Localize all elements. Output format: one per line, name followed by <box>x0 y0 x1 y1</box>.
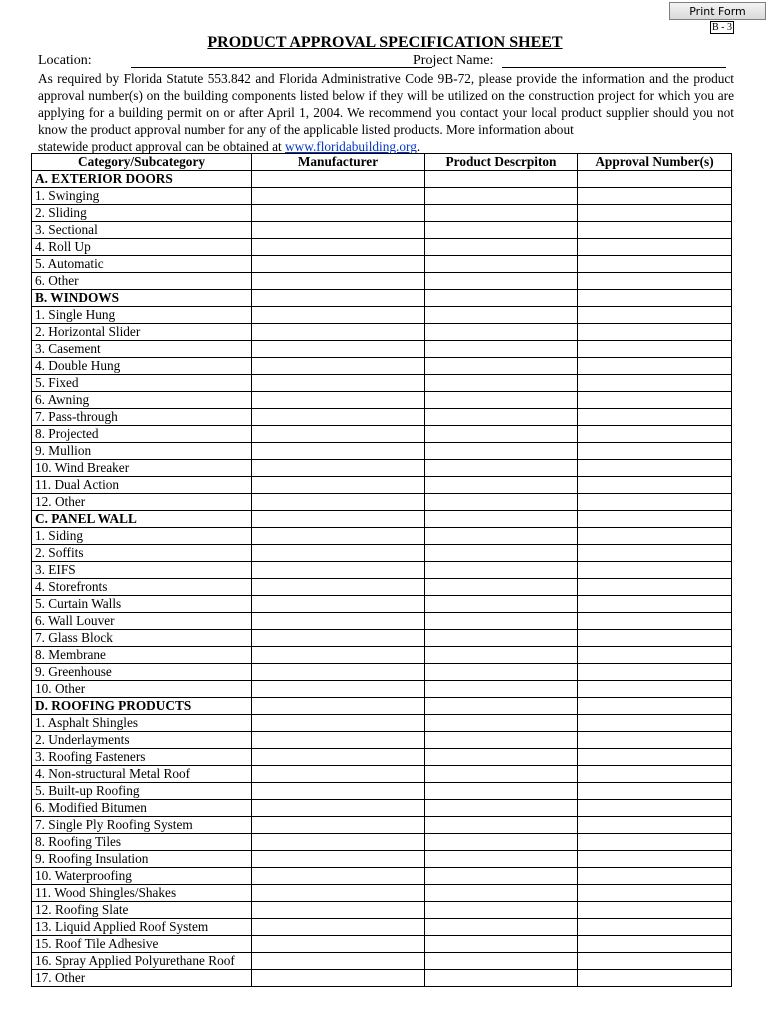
approval-number-cell[interactable] <box>578 970 732 987</box>
table-row <box>32 766 732 783</box>
subcategory-label: 12. Roofing Slate <box>32 902 252 919</box>
manufacturer-cell[interactable] <box>252 188 425 205</box>
subcategory-label: 9. Roofing Insulation <box>32 851 252 868</box>
table-row <box>32 902 732 919</box>
product-description-cell[interactable] <box>425 205 578 222</box>
subcategory-label: 5. Built-up Roofing <box>32 783 252 800</box>
approval-number-cell[interactable] <box>578 324 732 341</box>
product-description-cell[interactable] <box>425 834 578 851</box>
print-form-button[interactable]: Print Form <box>669 2 766 20</box>
approval-number-cell[interactable] <box>578 647 732 664</box>
approval-number-cell[interactable] <box>578 749 732 766</box>
product-description-cell[interactable] <box>425 732 578 749</box>
product-description-cell[interactable] <box>425 579 578 596</box>
manufacturer-cell[interactable] <box>252 341 425 358</box>
subcategory-label: 9. Mullion <box>32 443 252 460</box>
product-description-cell[interactable] <box>425 698 578 715</box>
manufacturer-cell[interactable] <box>252 613 425 630</box>
section-title: A. EXTERIOR DOORS <box>32 171 252 188</box>
subcategory-label: 15. Roof Tile Adhesive <box>32 936 252 953</box>
manufacturer-cell[interactable] <box>252 681 425 698</box>
approval-number-cell[interactable] <box>578 766 732 783</box>
approval-number-cell[interactable] <box>578 341 732 358</box>
subcategory-label: 10. Other <box>32 681 252 698</box>
table-row <box>32 256 732 273</box>
table-row <box>32 409 732 426</box>
subcategory-label: 7. Pass-through <box>32 409 252 426</box>
table-row <box>32 426 732 443</box>
product-description-cell[interactable] <box>425 681 578 698</box>
manufacturer-cell[interactable] <box>252 732 425 749</box>
manufacturer-cell[interactable] <box>252 477 425 494</box>
table-row <box>32 970 732 987</box>
subcategory-label: 17. Other <box>32 970 252 987</box>
subcategory-label: 8. Projected <box>32 426 252 443</box>
product-description-cell[interactable] <box>425 256 578 273</box>
product-description-cell[interactable] <box>425 545 578 562</box>
product-description-cell[interactable] <box>425 460 578 477</box>
approval-number-cell[interactable] <box>578 375 732 392</box>
subcategory-label: 12. Other <box>32 494 252 511</box>
subcategory-label: 10. Waterproofing <box>32 868 252 885</box>
approval-number-cell[interactable] <box>578 528 732 545</box>
product-description-cell[interactable] <box>425 171 578 188</box>
location-field[interactable] <box>131 67 432 68</box>
subcategory-label: 1. Siding <box>32 528 252 545</box>
manufacturer-cell[interactable] <box>252 766 425 783</box>
manufacturer-cell[interactable] <box>252 494 425 511</box>
product-description-cell[interactable] <box>425 426 578 443</box>
subcategory-label: 5. Automatic <box>32 256 252 273</box>
subcategory-label: 5. Fixed <box>32 375 252 392</box>
manufacturer-cell[interactable] <box>252 443 425 460</box>
subcategory-label: 7. Single Ply Roofing System <box>32 817 252 834</box>
subcategory-label: 2. Soffits <box>32 545 252 562</box>
manufacturer-cell[interactable] <box>252 290 425 307</box>
subcategory-label: 2. Horizontal Slider <box>32 324 252 341</box>
table-row <box>32 477 732 494</box>
product-description-cell[interactable] <box>425 307 578 324</box>
product-description-cell[interactable] <box>425 494 578 511</box>
product-description-cell[interactable] <box>425 783 578 800</box>
table-row <box>32 800 732 817</box>
product-description-cell[interactable] <box>425 885 578 902</box>
section-row <box>32 290 732 307</box>
table-row <box>32 205 732 222</box>
subcategory-label: 6. Awning <box>32 392 252 409</box>
product-description-cell[interactable] <box>425 800 578 817</box>
subcategory-label: 11. Dual Action <box>32 477 252 494</box>
table-row <box>32 579 732 596</box>
instructions-link-prefix: statewide product approval can be obtained at <box>38 139 286 154</box>
table-row <box>32 222 732 239</box>
table-row <box>32 732 732 749</box>
product-description-cell[interactable] <box>425 222 578 239</box>
approval-number-cell[interactable] <box>578 392 732 409</box>
subcategory-label: 3. Sectional <box>32 222 252 239</box>
product-description-cell[interactable] <box>425 409 578 426</box>
table-row <box>32 494 732 511</box>
subcategory-label: 3. Roofing Fasteners <box>32 749 252 766</box>
manufacturer-cell[interactable] <box>252 800 425 817</box>
manufacturer-cell[interactable] <box>252 715 425 732</box>
manufacturer-cell[interactable] <box>252 273 425 290</box>
table-row <box>32 919 732 936</box>
approval-number-cell[interactable] <box>578 290 732 307</box>
manufacturer-cell[interactable] <box>252 902 425 919</box>
subcategory-label: 4. Double Hung <box>32 358 252 375</box>
approval-number-cell[interactable] <box>578 732 732 749</box>
product-description-cell[interactable] <box>425 936 578 953</box>
product-description-cell[interactable] <box>425 647 578 664</box>
approval-number-cell[interactable] <box>578 613 732 630</box>
manufacturer-cell[interactable] <box>252 936 425 953</box>
manufacturer-cell[interactable] <box>252 392 425 409</box>
product-description-cell[interactable] <box>425 324 578 341</box>
subcategory-label: 4. Non-structural Metal Roof <box>32 766 252 783</box>
approval-number-cell[interactable] <box>578 681 732 698</box>
manufacturer-cell[interactable] <box>252 834 425 851</box>
section-row <box>32 511 732 528</box>
manufacturer-cell[interactable] <box>252 970 425 987</box>
product-description-cell[interactable] <box>425 851 578 868</box>
approval-number-cell[interactable] <box>578 800 732 817</box>
product-description-cell[interactable] <box>425 970 578 987</box>
subcategory-label: 7. Glass Block <box>32 630 252 647</box>
subcategory-label: 2. Sliding <box>32 205 252 222</box>
table-row <box>32 528 732 545</box>
manufacturer-cell[interactable] <box>252 783 425 800</box>
product-description-cell[interactable] <box>425 630 578 647</box>
approval-number-cell[interactable] <box>578 698 732 715</box>
product-description-cell[interactable] <box>425 290 578 307</box>
product-description-cell[interactable] <box>425 596 578 613</box>
table-row <box>32 834 732 851</box>
manufacturer-cell[interactable] <box>252 375 425 392</box>
product-description-cell[interactable] <box>425 919 578 936</box>
approval-number-cell[interactable] <box>578 545 732 562</box>
table-row <box>32 375 732 392</box>
manufacturer-cell[interactable] <box>252 630 425 647</box>
table-row <box>32 885 732 902</box>
product-description-cell[interactable] <box>425 443 578 460</box>
header-manufacturer: Manufacturer <box>252 154 425 171</box>
subcategory-label: 3. EIFS <box>32 562 252 579</box>
table-row <box>32 715 732 732</box>
manufacturer-cell[interactable] <box>252 171 425 188</box>
manufacturer-cell[interactable] <box>252 596 425 613</box>
table-row <box>32 851 732 868</box>
manufacturer-cell[interactable] <box>252 868 425 885</box>
approval-number-cell[interactable] <box>578 460 732 477</box>
instructions-text: As required by Florida Statute 553.842 and Florida Administrative Code 9B-72, please provide the information and the product approval number(s) on the building components listed below if they will be utilized on the construction project for which you are applying for a building permit on or after April 1, 2004. We recommend you contact your local product supplier should you not know the product approval number for any of the applicable listed products. More information about <box>38 71 734 137</box>
subcategory-label: 13. Liquid Applied Roof System <box>32 919 252 936</box>
product-description-cell[interactable] <box>425 749 578 766</box>
header-product-description: Product Descrpiton <box>425 154 578 171</box>
header-category: Category/Subcategory <box>32 154 252 171</box>
table-row <box>32 545 732 562</box>
product-description-cell[interactable] <box>425 375 578 392</box>
manufacturer-cell[interactable] <box>252 239 425 256</box>
project-name-field[interactable] <box>502 67 726 68</box>
manufacturer-cell[interactable] <box>252 358 425 375</box>
approval-number-cell[interactable] <box>578 256 732 273</box>
manufacturer-cell[interactable] <box>252 545 425 562</box>
manufacturer-cell[interactable] <box>252 528 425 545</box>
manufacturer-cell[interactable] <box>252 749 425 766</box>
manufacturer-cell[interactable] <box>252 919 425 936</box>
manufacturer-cell[interactable] <box>252 511 425 528</box>
subcategory-label: 1. Asphalt Shingles <box>32 715 252 732</box>
floridabuilding-link[interactable]: www.floridabuilding.org <box>285 139 417 154</box>
section-row <box>32 698 732 715</box>
approval-number-cell[interactable] <box>578 494 732 511</box>
approval-number-cell[interactable] <box>578 953 732 970</box>
product-description-cell[interactable] <box>425 766 578 783</box>
approval-number-cell[interactable] <box>578 715 732 732</box>
approval-number-cell[interactable] <box>578 188 732 205</box>
product-description-cell[interactable] <box>425 511 578 528</box>
location-label: Location: <box>38 53 92 68</box>
approval-number-cell[interactable] <box>578 919 732 936</box>
product-approval-table <box>31 153 732 987</box>
product-description-cell[interactable] <box>425 902 578 919</box>
header-approval-numbers: Approval Number(s) <box>578 154 732 171</box>
approval-number-cell[interactable] <box>578 239 732 256</box>
approval-number-cell[interactable] <box>578 273 732 290</box>
table-row <box>32 749 732 766</box>
approval-number-cell[interactable] <box>578 358 732 375</box>
subcategory-label: 1. Swinging <box>32 188 252 205</box>
product-description-cell[interactable] <box>425 817 578 834</box>
product-description-cell[interactable] <box>425 953 578 970</box>
manufacturer-cell[interactable] <box>252 307 425 324</box>
form-code: B - 3 <box>712 22 732 33</box>
approval-number-cell[interactable] <box>578 205 732 222</box>
table-row <box>32 817 732 834</box>
instructions-last-line <box>38 139 420 154</box>
subcategory-label: 4. Storefronts <box>32 579 252 596</box>
approval-number-cell[interactable] <box>578 477 732 494</box>
manufacturer-cell[interactable] <box>252 205 425 222</box>
subcategory-label: 3. Casement <box>32 341 252 358</box>
product-description-cell[interactable] <box>425 613 578 630</box>
manufacturer-cell[interactable] <box>252 324 425 341</box>
manufacturer-cell[interactable] <box>252 851 425 868</box>
approval-number-cell[interactable] <box>578 834 732 851</box>
approval-number-cell[interactable] <box>578 443 732 460</box>
approval-number-cell[interactable] <box>578 851 732 868</box>
subcategory-label: 9. Greenhouse <box>32 664 252 681</box>
manufacturer-cell[interactable] <box>252 698 425 715</box>
approval-number-cell[interactable] <box>578 817 732 834</box>
table-row <box>32 460 732 477</box>
subcategory-label: 10. Wind Breaker <box>32 460 252 477</box>
subcategory-label: 16. Spray Applied Polyurethane Roof <box>32 953 252 970</box>
table-row <box>32 664 732 681</box>
table-row <box>32 681 732 698</box>
manufacturer-cell[interactable] <box>252 953 425 970</box>
manufacturer-cell[interactable] <box>252 256 425 273</box>
manufacturer-cell[interactable] <box>252 562 425 579</box>
approval-number-cell[interactable] <box>578 511 732 528</box>
table-header-row <box>32 154 732 171</box>
approval-number-cell[interactable] <box>578 664 732 681</box>
product-description-cell[interactable] <box>425 664 578 681</box>
approval-number-cell[interactable] <box>578 596 732 613</box>
approval-number-cell[interactable] <box>578 562 732 579</box>
subcategory-label: 5. Curtain Walls <box>32 596 252 613</box>
subcategory-label: 6. Other <box>32 273 252 290</box>
approval-number-cell[interactable] <box>578 409 732 426</box>
table-row <box>32 613 732 630</box>
product-description-cell[interactable] <box>425 341 578 358</box>
approval-number-cell[interactable] <box>578 936 732 953</box>
subcategory-label: 4. Roll Up <box>32 239 252 256</box>
table-row <box>32 783 732 800</box>
approval-number-cell[interactable] <box>578 783 732 800</box>
manufacturer-cell[interactable] <box>252 409 425 426</box>
manufacturer-cell[interactable] <box>252 426 425 443</box>
approval-number-cell[interactable] <box>578 885 732 902</box>
product-description-cell[interactable] <box>425 477 578 494</box>
approval-number-cell[interactable] <box>578 630 732 647</box>
manufacturer-cell[interactable] <box>252 664 425 681</box>
manufacturer-cell[interactable] <box>252 579 425 596</box>
table-row <box>32 392 732 409</box>
subcategory-label: 8. Membrane <box>32 647 252 664</box>
subcategory-label: 6. Wall Louver <box>32 613 252 630</box>
table-row <box>32 273 732 290</box>
instructions-link-suffix: . <box>416 139 421 154</box>
product-description-cell[interactable] <box>425 392 578 409</box>
section-title: D. ROOFING PRODUCTS <box>32 698 252 715</box>
instructions-paragraph <box>38 70 734 155</box>
page-title: PRODUCT APPROVAL SPECIFICATION SHEET <box>207 34 563 51</box>
table-row <box>32 358 732 375</box>
product-description-cell[interactable] <box>425 358 578 375</box>
section-title: C. PANEL WALL <box>32 511 252 528</box>
table-row <box>32 562 732 579</box>
manufacturer-cell[interactable] <box>252 460 425 477</box>
project-name-label: Project Name: <box>413 53 494 68</box>
manufacturer-cell[interactable] <box>252 885 425 902</box>
location-project-row <box>38 53 734 71</box>
approval-number-cell[interactable] <box>578 171 732 188</box>
subcategory-label: 6. Modified Bitumen <box>32 800 252 817</box>
manufacturer-cell[interactable] <box>252 817 425 834</box>
table-row <box>32 936 732 953</box>
product-description-cell[interactable] <box>425 715 578 732</box>
subcategory-label: 11. Wood Shingles/Shakes <box>32 885 252 902</box>
manufacturer-cell[interactable] <box>252 222 425 239</box>
product-description-cell[interactable] <box>425 528 578 545</box>
subcategory-label: 1. Single Hung <box>32 307 252 324</box>
manufacturer-cell[interactable] <box>252 647 425 664</box>
approval-number-cell[interactable] <box>578 426 732 443</box>
table-row <box>32 953 732 970</box>
subcategory-label: 8. Roofing Tiles <box>32 834 252 851</box>
approval-number-cell[interactable] <box>578 307 732 324</box>
approval-number-cell[interactable] <box>578 868 732 885</box>
subcategory-label: 2. Underlayments <box>32 732 252 749</box>
table-row <box>32 324 732 341</box>
table-row <box>32 188 732 205</box>
product-description-cell[interactable] <box>425 188 578 205</box>
table-row <box>32 307 732 324</box>
product-description-cell[interactable] <box>425 562 578 579</box>
product-description-cell[interactable] <box>425 273 578 290</box>
approval-number-cell[interactable] <box>578 222 732 239</box>
table-row <box>32 443 732 460</box>
table-row <box>32 596 732 613</box>
product-description-cell[interactable] <box>425 868 578 885</box>
approval-number-cell[interactable] <box>578 579 732 596</box>
product-description-cell[interactable] <box>425 239 578 256</box>
table-row <box>32 647 732 664</box>
approval-number-cell[interactable] <box>578 902 732 919</box>
table-row <box>32 239 732 256</box>
section-title: B. WINDOWS <box>32 290 252 307</box>
section-row <box>32 171 732 188</box>
table-row <box>32 341 732 358</box>
table-row <box>32 868 732 885</box>
table-row <box>32 630 732 647</box>
